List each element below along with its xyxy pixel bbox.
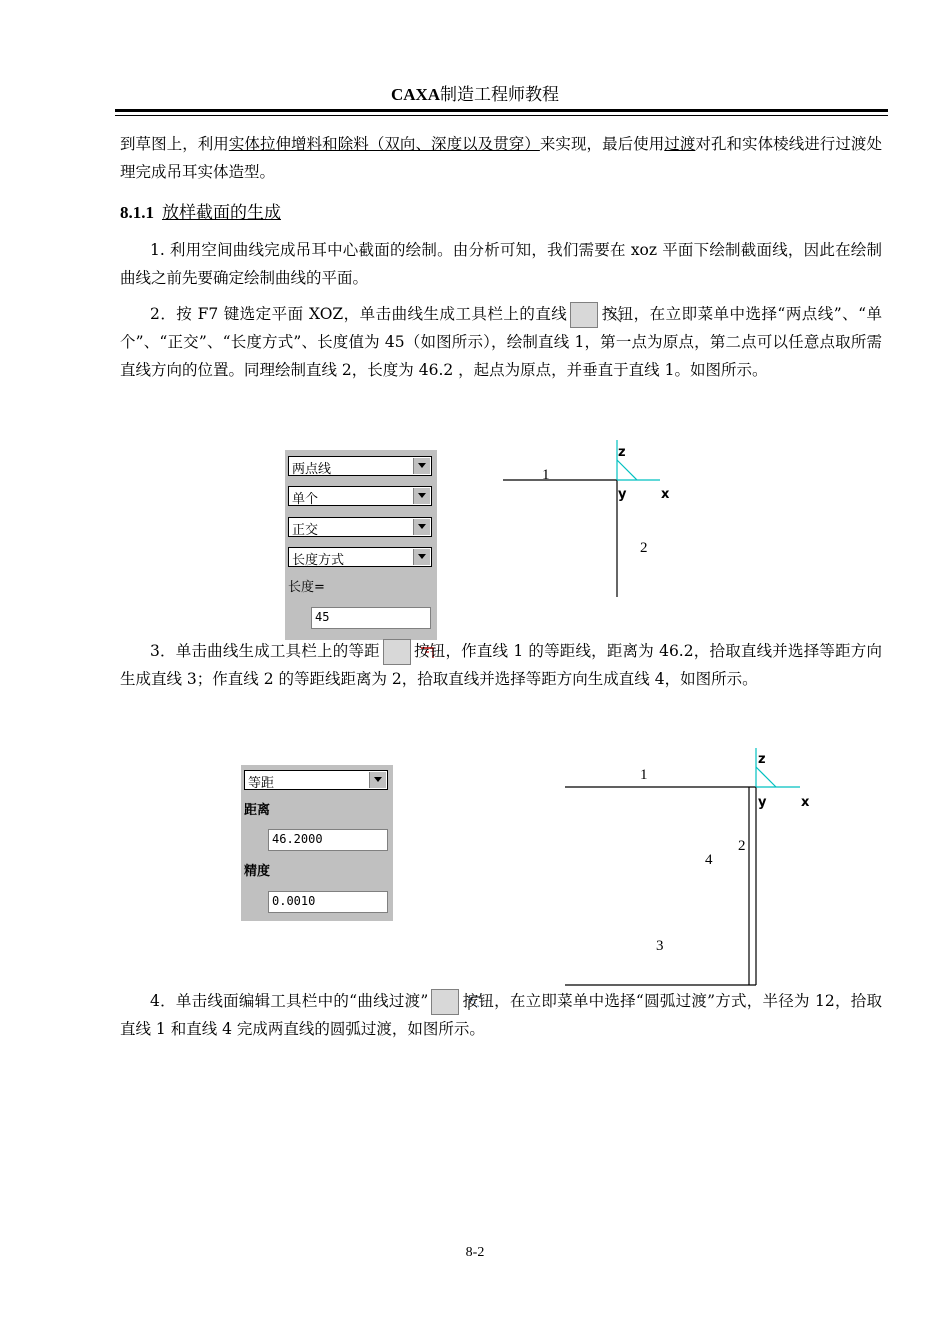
header-rule-thick [115,109,888,112]
fig1-axis-x-label: x [661,487,670,502]
line-type-value: 两点线 [292,462,332,477]
length-label: 长度= [288,580,325,595]
chevron-down-icon[interactable] [413,488,430,504]
ortho-select[interactable] [288,517,432,537]
length-input[interactable]: 45 [311,607,431,629]
extrude-link[interactable]: 实体拉伸增料和除料（双向、深度以及贯穿） [228,135,540,153]
intro-paragraph [120,130,882,186]
chevron-down-icon[interactable] [413,549,430,565]
line-tool-icon[interactable] [570,302,598,328]
section-heading [120,198,281,223]
chevron-down-icon[interactable] [413,519,430,535]
step-4-text-b: 按钮，在立即菜单中选择“圆弧过渡”方式，半径为 12，拾取直线 1 和直线 4 完成两直线的圆弧过渡，如图所示。 [120,992,882,1038]
header-brand: CAXA [390,85,441,104]
figure-2 [560,745,815,990]
immediate-menu-line [285,450,437,640]
offset-mode-value: 等距 [248,776,275,791]
length-mode-select[interactable] [288,547,432,567]
offset-tool-icon[interactable] [383,639,411,665]
fig1-axis-y-label: y [618,487,627,502]
intro-text-1: 到草图上，利用 [120,135,229,153]
step-3-text-b: 按钮，作直线 1 的等距线，距离为 46.2，拾取直线并选择等距方向生成直线 3；作直线 2 的等距线距离为 2，拾取直线并选择等距方向生成直线 4，如图所示。 [120,642,882,688]
header-rule-thin [115,115,888,116]
section-title: 放样截面的生成 [162,203,281,223]
step-1-text: 1. 利用空间曲线完成吊耳中心截面的绘制。由分析可知，我们需要在 xoz 平面下绘制截面线，因此在绘制曲线之前先要确定绘制曲线的平面。 [120,241,882,287]
precision-input[interactable]: 0.0010 [268,891,388,913]
line-type-select[interactable] [288,456,432,476]
figure-1 [495,435,675,605]
intro-text-2: 来实现，最后使用 [539,135,665,153]
ortho-value: 正交 [292,523,319,538]
fig1-label-2: 2 [640,540,648,556]
precision-label: 精度 [244,864,271,879]
immediate-menu-offset [241,765,393,921]
chevron-down-icon[interactable] [369,772,386,788]
intro-text-3: 对孔和实体棱线进行过渡处理完成吊耳实体造型。 [120,135,882,181]
step-3-text-a: 3．单击曲线生成工具栏上的等距 [150,642,380,660]
fig2-axis-y [756,767,776,787]
fig2-label-1: 1 [640,767,648,783]
fig1-label-1: 1 [542,467,550,483]
fillet-link[interactable]: 过渡 [664,135,696,153]
fig2-axis-z-label: z [758,752,766,767]
fig1-axis-y [617,460,637,480]
fig2-label-2: 2 [738,838,746,854]
fig1-axis-z-label: z [618,445,626,460]
page-number: 8-2 [465,1245,485,1260]
fig2-axis-y-label: y [758,795,767,810]
step-4-text-a: 4．单击线面编辑工具栏中的“曲线过渡” [150,992,429,1010]
fig2-label-3: 3 [656,938,664,954]
step-2-text-b: 按钮，在立即菜单中选择“两点线”、“单个”、“正交”、“长度方式”、长度值为 45（如图所示），绘制直线 1，第一点为原点，第二点可以任意点取所需直线方向的位置。同理绘制直线 2，长度为 46.2 ，起点为原点，并垂直于直线 1。如图所示。 [120,305,882,379]
fig2-axis-x-label: x [801,795,810,810]
header-title: 制造工程师教程 [440,85,560,105]
step-1 [120,236,882,292]
count-select[interactable] [288,486,432,506]
curve-fillet-tool-icon[interactable] [431,989,459,1015]
distance-input[interactable]: 46.2000 [268,829,388,851]
page-header [0,80,950,105]
distance-label: 距离 [244,803,271,818]
offset-mode-select[interactable] [244,770,388,790]
step-2-text-a: 2．按 F7 键选定平面 XOZ，单击曲线生成工具栏上的直线 [150,305,568,323]
length-mode-value: 长度方式 [292,553,345,568]
step-2 [120,300,882,384]
chevron-down-icon[interactable] [413,458,430,474]
step-4 [120,987,882,1043]
section-number: 8.1.1 [120,203,154,222]
step-3 [120,637,882,693]
fig2-label-4: 4 [705,852,713,868]
count-value: 单个 [292,492,319,507]
